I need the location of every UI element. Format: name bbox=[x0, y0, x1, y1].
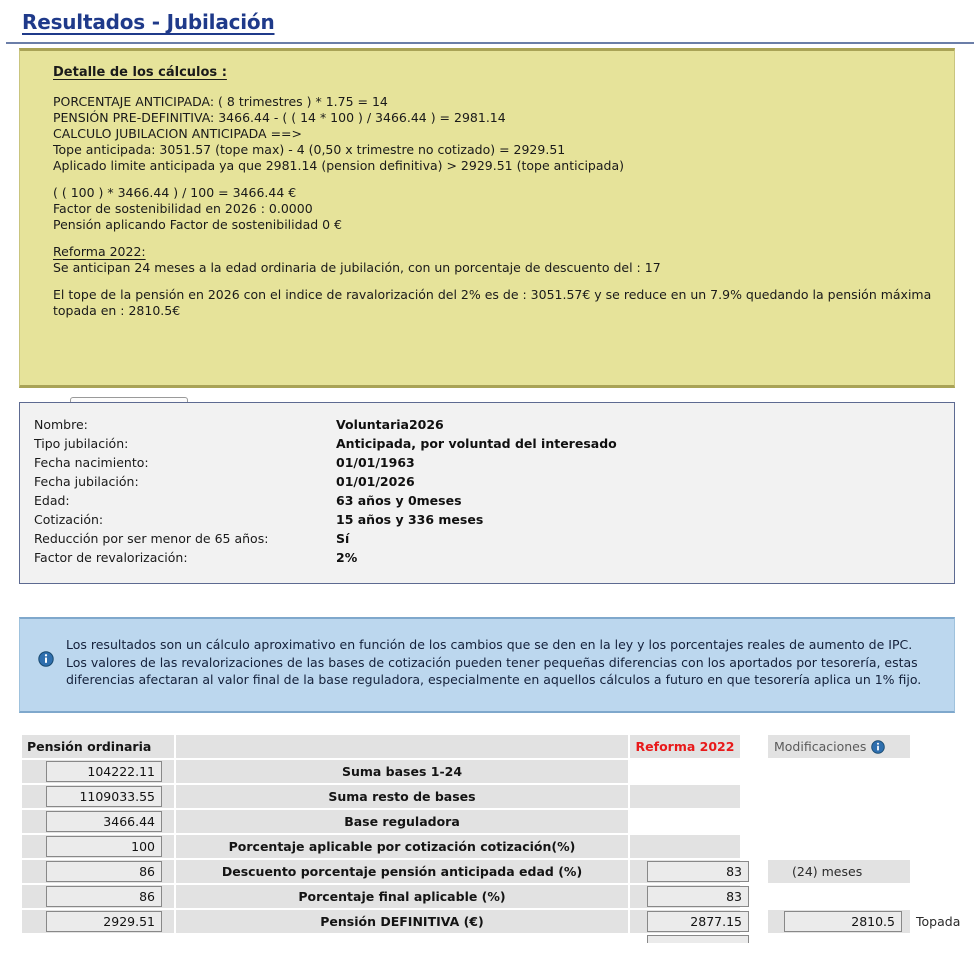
page-title: Resultados - Jubilación bbox=[22, 10, 275, 34]
reforma-input-partial[interactable] bbox=[647, 935, 749, 943]
summary-info-panel bbox=[19, 402, 955, 584]
row-cell-reforma bbox=[630, 785, 740, 808]
reforma-2022-heading: Reforma 2022: bbox=[53, 244, 146, 259]
disclaimer-notice bbox=[19, 617, 955, 713]
column-header-modificaciones bbox=[768, 735, 910, 758]
ordinaria-input[interactable] bbox=[46, 786, 162, 807]
info-row bbox=[34, 529, 954, 548]
info-value: 63 años y 0meses bbox=[336, 493, 462, 508]
row-cell-reforma bbox=[630, 835, 740, 858]
spacer bbox=[53, 233, 954, 244]
info-row bbox=[34, 415, 954, 434]
detail-line: PENSIÓN PRE-DEFINITIVA: 3466.44 - ( ( 14 * 100 ) / 3466.44 ) = 2981.14 bbox=[53, 110, 506, 125]
table-row bbox=[22, 860, 958, 885]
title-divider bbox=[6, 42, 974, 44]
info-value: 15 años y 336 meses bbox=[336, 512, 484, 527]
row-label: Porcentaje final aplicable (%) bbox=[298, 889, 506, 904]
table-header-row bbox=[22, 735, 958, 760]
info-label: Fecha jubilación: bbox=[34, 474, 139, 489]
info-value: Sí bbox=[336, 531, 350, 546]
info-value: Voluntaria2026 bbox=[336, 417, 444, 432]
row-label: Porcentaje aplicable por cotización cotización(%) bbox=[228, 839, 576, 854]
row-label: Base reguladora bbox=[344, 814, 460, 829]
table-row bbox=[22, 785, 958, 810]
table-row bbox=[22, 835, 958, 860]
spacer bbox=[53, 276, 954, 287]
info-row bbox=[34, 453, 954, 472]
detail-line: Factor de sostenibilidad en 2026 : 0.0000 bbox=[53, 201, 313, 216]
info-label: Reducción por ser menor de 65 años: bbox=[34, 531, 269, 546]
table-row-partial bbox=[22, 935, 958, 943]
tope-paragraph: El tope de la pensión en 2026 con el indice de ravalorización del 2% es de : 3051.57€ y se reduce en un 7.9% quedando la pensión máxima topada en : 2810.5€ bbox=[53, 287, 932, 318]
ordinaria-input[interactable] bbox=[46, 911, 162, 932]
info-label: Factor de revalorización: bbox=[34, 550, 188, 565]
table-row bbox=[22, 885, 958, 910]
info-value: 01/01/1963 bbox=[336, 455, 415, 470]
ordinaria-input[interactable] bbox=[46, 761, 162, 782]
results-table bbox=[22, 735, 961, 943]
info-row bbox=[34, 548, 954, 567]
ordinaria-input[interactable] bbox=[46, 811, 162, 832]
detail-line: PORCENTAJE ANTICIPADA: ( 8 trimestres ) * 1.75 = 14 bbox=[53, 94, 388, 109]
reforma-input[interactable] bbox=[647, 911, 749, 932]
info-row bbox=[34, 510, 954, 529]
table-row bbox=[22, 910, 961, 935]
reforma-2022-line: Se anticipan 24 meses a la edad ordinaria de jubilación, con un porcentaje de descuento del : 17 bbox=[53, 260, 661, 275]
info-value: 01/01/2026 bbox=[336, 474, 415, 489]
table-row bbox=[22, 760, 958, 785]
row-label: Pensión DEFINITIVA (€) bbox=[320, 914, 484, 929]
detail-heading: Detalle de los cálculos : bbox=[53, 65, 227, 80]
row-label: Descuento porcentaje pensión anticipada edad (%) bbox=[221, 864, 583, 879]
info-value: Anticipada, por voluntad del interesado bbox=[336, 436, 617, 451]
spacer bbox=[53, 174, 954, 185]
info-label: Cotización: bbox=[34, 512, 104, 527]
reforma-input[interactable] bbox=[647, 886, 749, 907]
detail-line: ( ( 100 ) * 3466.44 ) / 100 = 3466.44 € bbox=[53, 185, 297, 200]
modificacion-input[interactable] bbox=[784, 911, 902, 932]
disclaimer-text: Los resultados son un cálculo aproximativo en función de los cambios que se den en la ley y los porcentajes reales de aumento de IPC. Los valores de las revalorizaciones de las bases de cotización pueden tener pequeñas diferencias con los aportados por tesorería, estas diferencias afectaran al valor final de la base reguladora, especialmente en aquellos cálculos a futuro en que tesorería aplica un 1% fijo. bbox=[66, 637, 922, 687]
info-label: Tipo jubilación: bbox=[34, 436, 129, 451]
ordinaria-input[interactable] bbox=[46, 886, 162, 907]
info-label: Nombre: bbox=[34, 417, 88, 432]
detail-line: Aplicado limite anticipada ya que 2981.14 (pension definitiva) > 2929.51 (tope anticipada) bbox=[53, 158, 624, 173]
row-label: Suma bases 1-24 bbox=[341, 764, 463, 779]
row-aux-topada: Topada bbox=[916, 914, 961, 929]
detail-line: Pensión aplicando Factor de sostenibilidad 0 € bbox=[53, 217, 343, 232]
column-header-pension-ordinaria: Pensión ordinaria bbox=[22, 735, 174, 758]
ordinaria-input[interactable] bbox=[46, 836, 162, 857]
column-header-reforma-2022: Reforma 2022 bbox=[630, 735, 740, 758]
detail-line: CALCULO JUBILACION ANTICIPADA ==> bbox=[53, 126, 302, 141]
column-header-concept bbox=[176, 735, 628, 758]
info-icon[interactable] bbox=[871, 740, 885, 754]
calculation-detail-panel bbox=[19, 48, 955, 388]
info-row bbox=[34, 491, 954, 510]
column-header-modificaciones-label: Modificaciones bbox=[774, 739, 867, 754]
ordinaria-input[interactable] bbox=[46, 861, 162, 882]
table-row bbox=[22, 810, 958, 835]
info-value: 2% bbox=[336, 550, 358, 565]
detail-line: Tope anticipada: 3051.57 (tope max) - 4 (0,50 x trimestre no cotizado) = 2929.51 bbox=[53, 142, 566, 157]
info-row bbox=[34, 434, 954, 453]
reforma-input[interactable] bbox=[647, 861, 749, 882]
info-row bbox=[34, 472, 954, 491]
detail-lines-block bbox=[20, 80, 954, 319]
info-icon bbox=[38, 651, 54, 667]
info-label: Edad: bbox=[34, 493, 70, 508]
row-aux-meses: (24) meses bbox=[792, 864, 863, 879]
info-label: Fecha nacimiento: bbox=[34, 455, 149, 470]
row-label: Suma resto de bases bbox=[328, 789, 476, 804]
